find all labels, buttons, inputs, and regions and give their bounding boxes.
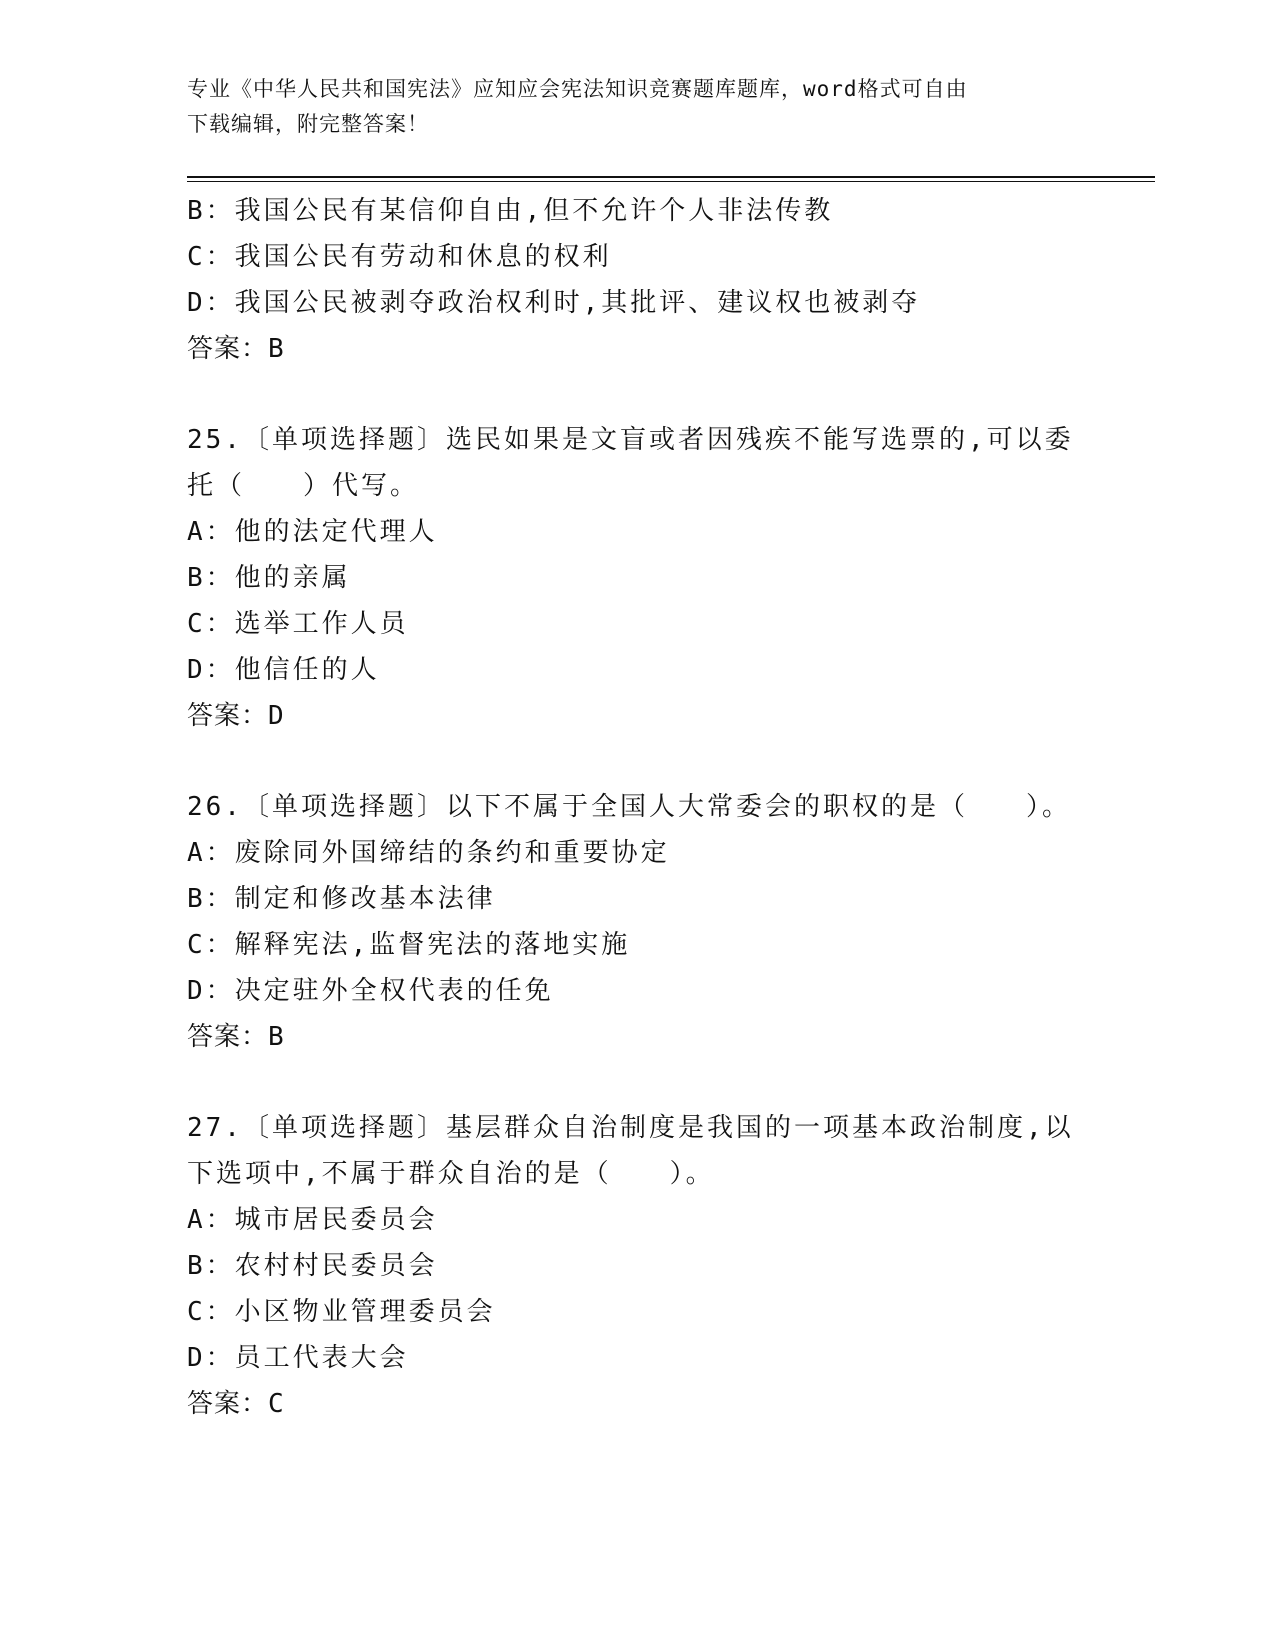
- option-d: D：决定驻外全权代表的任免: [187, 976, 554, 1006]
- question-24-continuation: [187, 188, 1087, 372]
- option-d: D：员工代表大会: [187, 1343, 409, 1373]
- option-c: C：小区物业管理委员会: [187, 1297, 496, 1327]
- option-c: C：选举工作人员: [187, 609, 409, 639]
- answer: 答案：C: [187, 1389, 285, 1419]
- document-header: [187, 72, 1067, 142]
- option-a: A：废除同外国缔结的条约和重要协定: [187, 838, 670, 868]
- question-26: [187, 784, 1087, 1060]
- question-stem: 25.〔单项选择题〕选民如果是文盲或者因残疾不能写选票的,可以委: [187, 425, 1074, 455]
- option-a: A：城市居民委员会: [187, 1205, 438, 1235]
- header-rule-thin: [187, 181, 1155, 182]
- answer: 答案：B: [187, 334, 285, 364]
- question-27: [187, 1105, 1087, 1427]
- header-line-1: 专业《中华人民共和国宪法》应知应会宪法知识竞赛题库题库，word格式可自由: [187, 77, 968, 101]
- header-line-2: 下载编辑，附完整答案！: [187, 112, 429, 136]
- question-list: [187, 188, 1087, 1427]
- answer: 答案：D: [187, 701, 285, 731]
- option-d: D：我国公民被剥夺政治权利时,其批评、建议权也被剥夺: [187, 288, 921, 318]
- option-b: B：他的亲属: [187, 563, 351, 593]
- question-stem: 托（ ）代写。: [187, 471, 420, 501]
- answer: 答案：B: [187, 1022, 285, 1052]
- question-stem: 下选项中,不属于群众自治的是（ ）。: [187, 1159, 715, 1189]
- option-b: B：制定和修改基本法律: [187, 884, 496, 914]
- header-rule-thick: [187, 176, 1155, 178]
- option-c: C：我国公民有劳动和休息的权利: [187, 242, 612, 272]
- option-a: A：他的法定代理人: [187, 517, 438, 547]
- question-25: [187, 417, 1087, 739]
- question-stem: 27.〔单项选择题〕基层群众自治制度是我国的一项基本政治制度,以: [187, 1113, 1074, 1143]
- option-d: D：他信任的人: [187, 655, 380, 685]
- option-c: C：解释宪法,监督宪法的落地实施: [187, 930, 631, 960]
- option-b: B：农村村民委员会: [187, 1251, 438, 1281]
- option-b: B：我国公民有某信仰自由,但不允许个人非法传教: [187, 196, 834, 226]
- question-stem: 26.〔单项选择题〕以下不属于全国人大常委会的职权的是（ ）。: [187, 792, 1071, 822]
